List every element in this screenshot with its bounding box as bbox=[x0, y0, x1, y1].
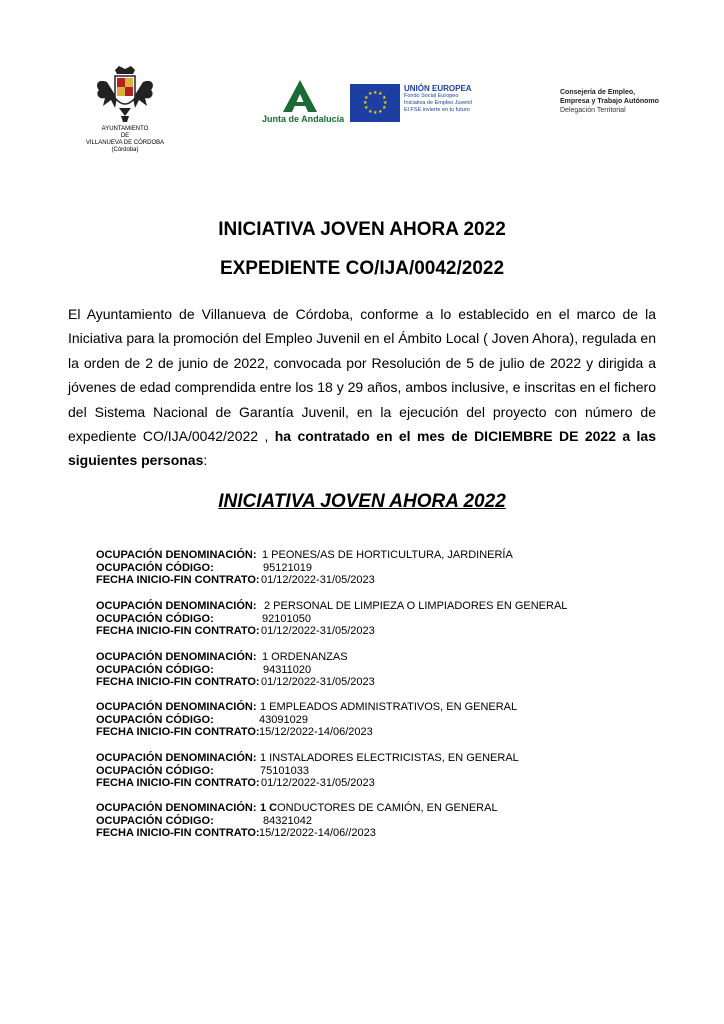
section-subtitle: INICIATIVA JOVEN AHORA 2022 bbox=[218, 491, 506, 512]
ocupacion-denominacion-bold: 1 C bbox=[260, 802, 278, 814]
label-codigo: OCUPACIÓN CÓDIGO: bbox=[96, 663, 214, 676]
ocupacion-codigo: 92101050 bbox=[262, 612, 311, 625]
label-fecha: FECHA INICIO-FIN CONTRATO: bbox=[96, 625, 260, 637]
label-fecha: FECHA INICIO-FIN CONTRATO: bbox=[96, 777, 260, 789]
svg-text:★: ★ bbox=[378, 109, 383, 115]
svg-text:★: ★ bbox=[382, 95, 387, 101]
svg-text:★: ★ bbox=[373, 90, 378, 96]
intro-text: El Ayuntamiento de Villanueva de Córdoba, conforme a lo establecido en el marco de la Iniciativa para la promoción del Empleo Juvenil en el Ámbito Local ( Joven Ahora), regulada en la orden de 2 de junio de 2022, convocada por Resolución de 5 de julio de 2022 y dirigida a jóvenes de edad comprendida entre los 18 y 29 años, ambos inclusive, e inscritas en el fichero del Sistema Nacional de Garantía Juvenil, en la ejecución del proyecto con número de expediente CO/IJA/0042/2022 , bbox=[68, 306, 656, 445]
ocupacion-fecha: 01/12/2022-31/05/2023 bbox=[261, 625, 375, 637]
ocupacion-codigo: 43091029 bbox=[259, 713, 308, 726]
expediente-title: EXPEDIENTE CO/IJA/0042/2022 bbox=[219, 258, 505, 279]
junta-label: Junta de Andalucía bbox=[262, 114, 345, 124]
junta-andalucia-icon bbox=[283, 80, 317, 112]
label-fecha: FECHA INICIO-FIN CONTRATO: bbox=[96, 676, 260, 688]
label-denominacion: OCUPACIÓN DENOMINACIÓN: bbox=[96, 651, 257, 663]
label-fecha: FECHA INICIO-FIN CONTRATO: bbox=[96, 726, 260, 738]
svg-text:★: ★ bbox=[364, 105, 369, 111]
label-fecha: FECHA INICIO-FIN CONTRATO: bbox=[96, 827, 260, 839]
ayuntamiento-logo bbox=[78, 64, 172, 154]
document-title: INICIATIVA JOVEN AHORA 2022 bbox=[218, 219, 506, 240]
ayuntamiento-line3: VILLANUEVA DE CÓRDOBA bbox=[85, 140, 165, 146]
label-codigo: OCUPACIÓN CÓDIGO: bbox=[96, 612, 214, 625]
ocupacion-denominacion: 1 INSTALADORES ELECTRICISTAS, EN GENERAL bbox=[260, 752, 519, 764]
ue-title: UNIÓN EUROPEA bbox=[404, 84, 472, 93]
ocupacion-fecha: 15/12/2022-14/06//2023 bbox=[259, 827, 376, 839]
ayuntamiento-line2: DE bbox=[120, 133, 130, 139]
consejeria-line1: Consejería de Empleo, bbox=[560, 89, 636, 96]
label-codigo: OCUPACIÓN CÓDIGO: bbox=[96, 814, 214, 827]
ocupacion-fecha: 01/12/2022-31/05/2023 bbox=[261, 574, 375, 586]
ocupacion-fecha: 01/12/2022-31/05/2023 bbox=[261, 777, 375, 789]
ocupacion-denominacion: 1 ORDENANZAS bbox=[262, 651, 348, 663]
ocupacion-codigo: 95121019 bbox=[263, 561, 312, 574]
ocupacion-fecha: 01/12/2022-31/05/2023 bbox=[261, 676, 375, 688]
ocupacion-fecha: 15/12/2022-14/06/2023 bbox=[259, 726, 373, 738]
consejeria-line2: Empresa y Trabajo Autónomo bbox=[560, 98, 659, 105]
label-denominacion: OCUPACIÓN DENOMINACIÓN: bbox=[96, 549, 257, 561]
label-denominacion: OCUPACIÓN DENOMINACIÓN: bbox=[96, 752, 257, 764]
ocupacion-denominacion: 1 PEONES/AS DE HORTICULTURA, JARDINERÍA bbox=[262, 549, 513, 561]
ocupacion-denominacion bbox=[260, 802, 498, 815]
svg-text:★: ★ bbox=[364, 95, 369, 101]
label-denominacion: OCUPACIÓN DENOMINACIÓN: bbox=[96, 802, 257, 814]
intro-paragraph bbox=[68, 302, 656, 473]
ue-line3: El FSE invierte en tu futuro bbox=[404, 107, 470, 113]
svg-text:★: ★ bbox=[378, 91, 383, 97]
svg-text:★: ★ bbox=[373, 110, 378, 116]
label-codigo: OCUPACIÓN CÓDIGO: bbox=[96, 713, 214, 726]
svg-text:★: ★ bbox=[368, 109, 373, 115]
ocupacion-denominacion: 2 PERSONAL DE LIMPIEZA O LIMPIADORES EN GENERAL bbox=[264, 600, 568, 612]
label-fecha: FECHA INICIO-FIN CONTRATO: bbox=[96, 574, 260, 586]
ayuntamiento-line4: (Córdoba) bbox=[111, 147, 139, 153]
intro-tail: : bbox=[203, 452, 208, 469]
junta-logo bbox=[262, 80, 345, 124]
ue-line1: Fondo Social Europeo bbox=[404, 93, 459, 99]
ocupacion-codigo: 75101033 bbox=[260, 764, 309, 777]
label-denominacion: OCUPACIÓN DENOMINACIÓN: bbox=[96, 600, 257, 612]
ue-line2: Iniciativa de Empleo Juvenil bbox=[404, 100, 472, 106]
label-codigo: OCUPACIÓN CÓDIGO: bbox=[96, 764, 214, 777]
intro-bold-text: ha contratado en el mes de DICIEMBRE DE 2022 a las siguientes personas bbox=[68, 428, 656, 469]
coat-of-arms-icon bbox=[93, 64, 157, 126]
ocupacion-denominacion-rest: ONDUCTORES DE CAMIÓN, EN GENERAL bbox=[277, 802, 498, 814]
svg-text:★: ★ bbox=[383, 100, 388, 106]
label-codigo: OCUPACIÓN CÓDIGO: bbox=[96, 561, 214, 574]
ocupacion-codigo: 84321042 bbox=[263, 814, 312, 827]
ayuntamiento-line1: AYUNTAMIENTO bbox=[101, 126, 149, 132]
consejeria-logo bbox=[560, 88, 659, 115]
svg-text:★: ★ bbox=[368, 91, 373, 97]
svg-text:★: ★ bbox=[382, 105, 387, 111]
svg-text:★: ★ bbox=[363, 100, 368, 106]
ocupacion-codigo: 94311020 bbox=[263, 663, 312, 676]
eu-flag-icon bbox=[350, 84, 400, 122]
union-europea-logo bbox=[350, 84, 472, 122]
ocupacion-denominacion: 1 EMPLEADOS ADMINISTRATIVOS, EN GENERAL bbox=[260, 701, 518, 713]
consejeria-line3: Delegación Territorial bbox=[560, 107, 626, 114]
label-denominacion: OCUPACIÓN DENOMINACIÓN: bbox=[96, 701, 257, 713]
